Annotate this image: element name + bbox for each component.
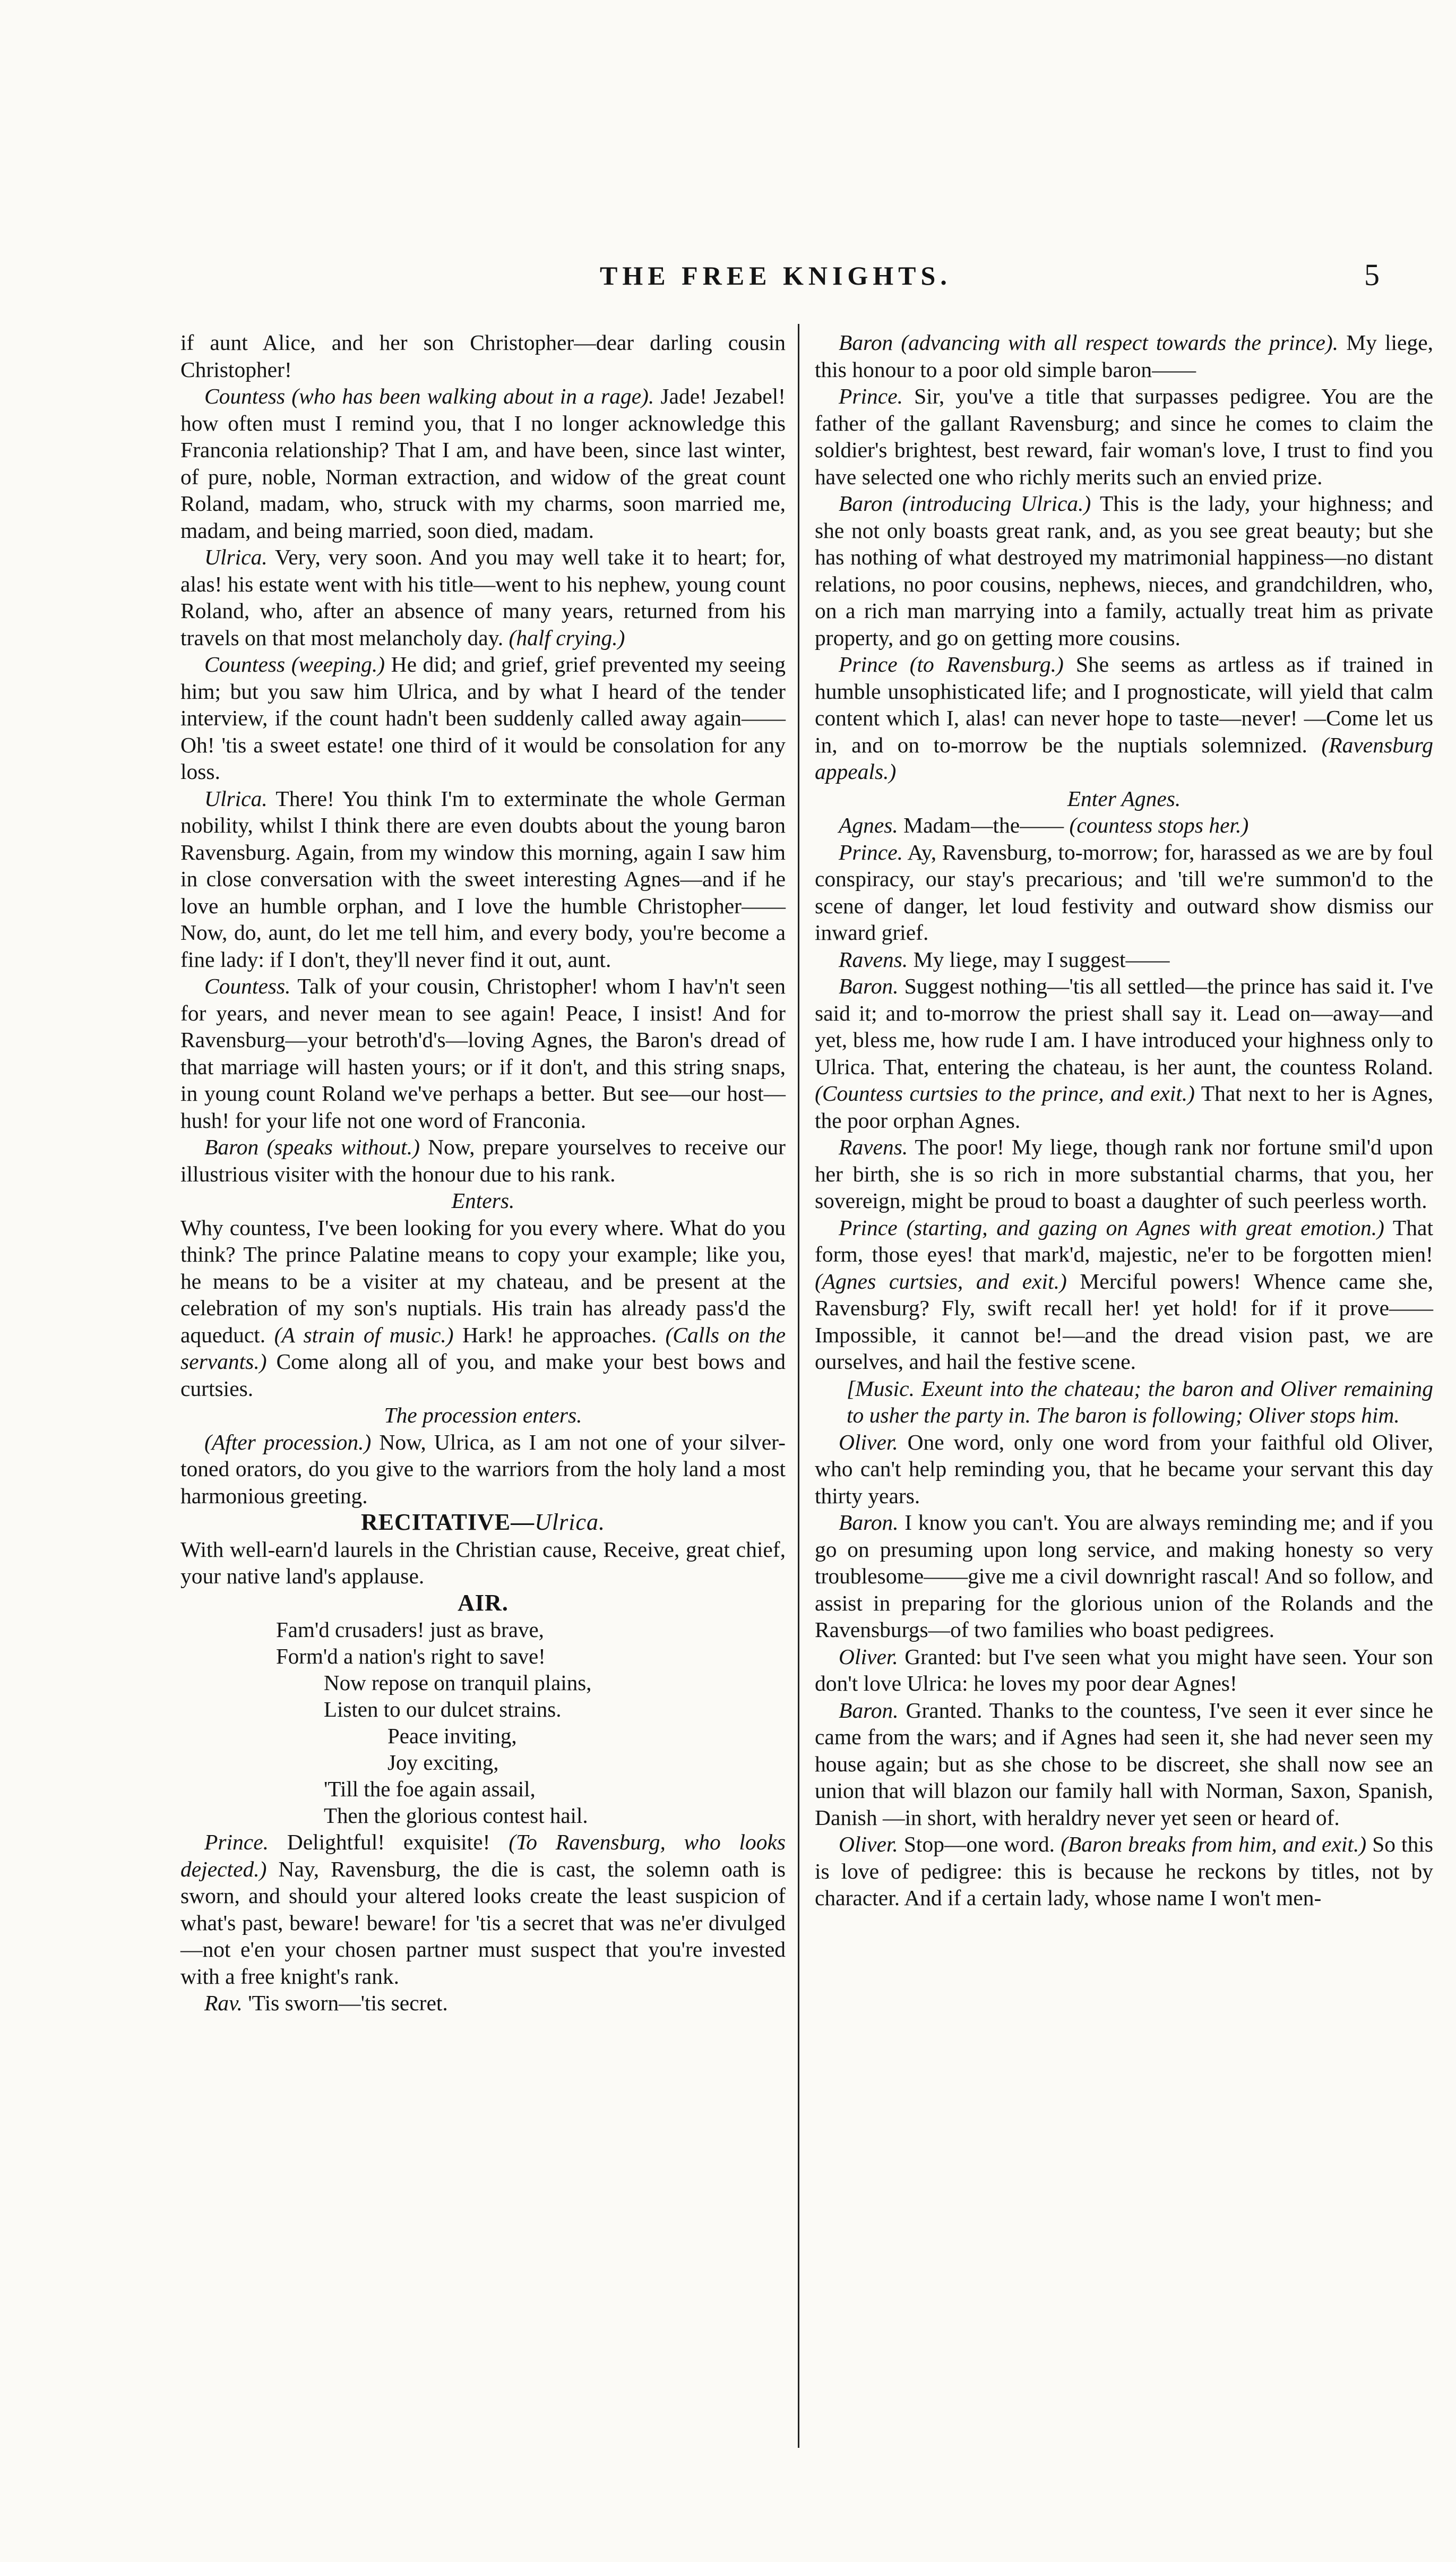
speaker-name: Baron: [839, 330, 893, 355]
running-title: THE FREE KNIGHTS.: [600, 261, 952, 290]
speech-text: Delightful! exquisite!: [287, 1830, 490, 1854]
speech: [180, 383, 786, 544]
speech-text: Stop—one word.: [903, 1832, 1055, 1856]
exit-direction: [815, 1375, 1433, 1429]
speech: [815, 946, 1433, 973]
speech: [815, 1831, 1433, 1912]
stage-direction: (who has been walking about in a rage).: [291, 384, 654, 408]
stage-direction-text: Enters.: [451, 1188, 515, 1213]
speech-text: Granted: but I've seen what you might have seen. Your son don't love Ulrica: he loves my poor dear Agnes!: [815, 1644, 1434, 1695]
verse-line: 'Till the foe again assail,: [324, 1777, 536, 1801]
stage-direction: [815, 785, 1433, 812]
paragraph: [180, 1214, 786, 1402]
speaker-name: Countess: [204, 384, 286, 408]
speaker-name: Oliver.: [839, 1644, 898, 1669]
heading-speaker: Ulrica.: [535, 1509, 606, 1535]
speech: [180, 1429, 786, 1510]
speech-text: He did; and grief, grief prevented my seeing him; but you saw him Ulrica, and by what I heard of the tender interview, if the count hadn't been suddenly called away again——Oh! 'tis a sweet estate! one third of it would be consolation for any loss.: [180, 652, 786, 784]
speech: [815, 973, 1433, 1134]
stage-direction: [180, 1187, 786, 1214]
speaker-name: Baron: [839, 491, 893, 516]
stage-direction: (introducing Ulrica.): [902, 491, 1091, 516]
speech: [815, 1134, 1433, 1214]
verse-block: [180, 1616, 786, 1829]
heading-text: AIR.: [458, 1589, 509, 1616]
stage-direction: (Countess curtsies to the prince, and exit.): [815, 1081, 1195, 1106]
stage-direction: (Ravensburg appeals.): [815, 732, 1433, 784]
speech-text: Very, very soon. And you may well take it to heart; for, alas! his estate went with his title—went to his nephew, young count Roland, who, after an absence of many years, returned from his travels on that most melancholy day.: [180, 545, 786, 650]
speech: [180, 651, 786, 785]
speech-text: Ay, Ravensburg, to-morrow; for, harassed as we are by foul conspiracy, our stay's precarious; and 'till we're summon'd to the scene of danger, let loud festivity and outward show dismiss our inward grief.: [815, 839, 1433, 945]
speech-text: Sir, you've a title that surpasses pedigree. You are the father of the gallant Ravensburg; and since he comes to claim the soldier's brightest, best reward, fair woman's love, I trust to find you have selected one who richly merits such an envied prize.: [815, 384, 1434, 489]
speech-text: Suggest nothing—'tis all settled—the prince has said it. I've said it; and to-morrow the priest shall say it. Lead on—away—and yet, bless me, how rude I am. I have introduced your highness only to Ulrica. That, entering the chateau, is her aunt, the countess Roland.: [815, 974, 1434, 1079]
speaker-name: Prince.: [839, 839, 903, 864]
verse-line: Joy exciting,: [387, 1750, 499, 1775]
stage-direction: [180, 1402, 786, 1429]
right-column: [815, 329, 1433, 1912]
speaker-name: Prince.: [204, 1830, 269, 1854]
stage-direction: (Baron breaks from him, and exit.): [1061, 1832, 1367, 1856]
stage-direction: (starting, and gazing on Agnes with great emotion.): [906, 1215, 1384, 1240]
speech: [815, 812, 1433, 839]
heading-text: RECITATIVE—: [360, 1509, 535, 1535]
speech-text: She seems as artless as if trained in humble unsophisticated life; and I prognosticate, will yield that calm content which I, alas! can never hope to taste—never! —Come let us in, and on to-morrow be the nuptials solemnized.: [815, 652, 1434, 757]
speech-text: Talk of your cousin, Christopher! whom I hav'n't seen for years, and never mean to see again! Peace, I insist! And for Ravensburg—your betroth'd's—loving Agnes, the Baron's dread of that marriage will hasten yours; or if it don't, and this string snaps, in young count Roland we've perhaps a better. But see—our host—hush! for your life not one word of Franconia.: [180, 974, 786, 1133]
speaker-name: Baron.: [839, 974, 899, 998]
speech-text: There! You think I'm to exterminate the whole German nobility, whilst I think there are even doubts about the young baron Ravensburg. Again, from my window this morning, again I saw him in close conversation with the sweet interesting Agnes—and if he love an humble orphan, and I love the humble Christopher——Now, do, aunt, do let me tell him, and every body, you're become a fine lady: if I don't, they'll never find it out, aunt.: [180, 786, 786, 972]
verse-line: Then the glorious contest hail.: [324, 1803, 588, 1828]
verse-line: Form'd a nation's right to save!: [276, 1644, 546, 1668]
verse-line: Fam'd crusaders! just as brave,: [276, 1617, 544, 1642]
speech: [815, 1697, 1433, 1831]
paragraph: [180, 1536, 786, 1590]
speech-text: Jade! Jezabel! how often must I remind you, that I no longer acknowledge this Franconia relationship? That I am, and have been, since last winter, of pure, noble, Norman extraction, and widow of the great count Roland, madam, who, struck with my charms, soon married me, madam, and being married, soon died, madam.: [180, 384, 786, 543]
speaker-name: Countess: [204, 652, 286, 676]
speech-text: Now, prepare yourselves to receive our illustrious visiter with the honour due to his rank.: [180, 1135, 786, 1186]
stage-direction: (countess stops her.): [1069, 813, 1249, 837]
speech: [180, 1990, 786, 2017]
speech-text: Now, Ulrica, as I am not one of your silver-toned orators, do you give to the warriors from the holy land a most harmonious greeting.: [180, 1429, 786, 1508]
speech-text: I know you can't. You are always reminding me; and if you go on presuming upon long service, and making honesty so very troublesome——give me a civil downright rascal! And so follow, and assist in preparing for the glorious union of the Rolands and the Ravensburgs—of two families who boast pedigrees.: [815, 1510, 1434, 1642]
speech-text: My liege, this honour to a poor old simple baron——: [815, 330, 1433, 382]
speaker-name: Ulrica.: [204, 545, 268, 569]
page-number: 5: [1364, 258, 1380, 292]
verse-line: Peace inviting,: [387, 1724, 517, 1748]
stage-direction: (half crying.): [509, 625, 625, 650]
stage-direction: (After procession.): [204, 1429, 372, 1454]
exit-direction-text: [Music. Exeunt into the chateau; the baron and Oliver remaining to usher the party in. The baron is following; Oliver stops him.: [847, 1376, 1433, 1427]
stage-direction-text: The procession enters.: [384, 1403, 582, 1427]
speaker-name: Ravens.: [839, 1135, 908, 1159]
speech-text: My liege, may I suggest——: [913, 947, 1170, 972]
speech-text: Merciful powers! Whence came she, Ravensburg? Fly, swift recall her! yet hold! for if it prove——Impossible, it cannot be!—and the dread vision past, we are ourselves, and hail the festive scene.: [815, 1269, 1434, 1374]
speaker-name: Oliver.: [839, 1429, 898, 1454]
stage-direction: (to Ravensburg.): [909, 652, 1064, 676]
speaker-name: Prince.: [839, 384, 903, 408]
speech-text: This is the lady, your highness; and she not only boasts great rank, and, as you see great beauty; but she has nothing of what destroyed my matrimonial happiness—no distant relations, no poor cousins, nephews, nieces, and grandchildren, who, on a rich man marrying into a family, actually treat him as private property, and go on getting more cousins.: [815, 491, 1434, 650]
speech: [815, 839, 1433, 946]
speaker-name: Agnes.: [839, 813, 898, 837]
speech: [180, 1829, 786, 1990]
speech-text: Granted. Thanks to the countess, I've seen it ever since he came from the wars; and if Agnes had seen it, she had never seen my house again; but as she chose to be discreet, she shall now see an union that will blazon our family hall with Norman, Saxon, Spanish, Danish —in short, with heraldry never yet seen or heard of.: [815, 1698, 1434, 1830]
stage-direction: (To Ravensburg, who looks dejected.): [180, 1830, 786, 1881]
speech: [815, 329, 1433, 383]
speech-text: That next to her is Agnes, the poor orphan Agnes.: [815, 1081, 1433, 1133]
stage-direction: (weeping.): [291, 652, 385, 676]
column-divider: [798, 324, 799, 2448]
speech: [180, 785, 786, 973]
speech-text: Come along all of you, and make your best bows and curtsies.: [180, 1349, 786, 1401]
speaker-name: Ulrica.: [204, 786, 268, 811]
speech: [815, 1214, 1433, 1375]
stage-direction: (Agnes curtsies, and exit.): [815, 1269, 1067, 1293]
speech: [815, 1509, 1433, 1643]
left-column: [180, 329, 786, 2017]
speech-text: Nay, Ravensburg, the die is cast, the solemn oath is sworn, and should your altered looks create the least suspicion of what's past, beware! beware! for 'tis a secret that was ne'er divulged—not e'en your chosen partner must suspect that you're invested with a free knight's rank.: [180, 1856, 786, 1989]
speech-text: So this is love of pedigree: this is because he reckons by titles, not by character. And if a certain lady, whose name I won't men-: [815, 1832, 1434, 1910]
verse-line: Now repose on tranquil plains,: [324, 1670, 592, 1695]
speech: [815, 490, 1433, 651]
paragraph: [180, 329, 786, 383]
page-header: [0, 260, 1456, 303]
speech-text: The poor! My liege, though rank nor fortune smil'd upon her birth, she is so rich in more substantial charms, that you, her sovereign, might be proud to boast a daughter of such peerless worth.: [815, 1135, 1433, 1213]
speech-text: if aunt Alice, and her son Christopher—dear darling cousin Christopher!: [180, 330, 786, 382]
speech: [815, 383, 1433, 490]
stage-direction-text: Enter Agnes.: [1067, 786, 1181, 811]
speech: [815, 1643, 1433, 1697]
speech: [180, 973, 786, 1134]
speech-text: Madam—the——: [903, 813, 1064, 837]
speech-text: One word, only one word from your faithful old Oliver, who can't help reminding you, that he became your servant this day thirty years.: [815, 1429, 1433, 1508]
speech: [815, 651, 1433, 785]
speech-text: Why countess, I've been looking for you every where. What do you think? The prince Palatine means to copy your example; like you, he means to be a visiter at my chateau, and be present at the celebration of my son's nuptials. His train has already pass'd the aqueduct.: [180, 1215, 786, 1347]
speech: [180, 1134, 786, 1187]
speaker-name: Baron.: [839, 1510, 899, 1535]
speech-text: Hark! he approaches.: [462, 1322, 657, 1347]
speech-text: 'Tis sworn—'tis secret.: [248, 1991, 448, 2015]
speaker-name: Countess.: [204, 974, 291, 998]
speech-text: That form, those eyes! that mark'd, majestic, ne'er to be forgotten mien!: [815, 1215, 1433, 1266]
section-heading: [180, 1509, 786, 1536]
stage-direction: (Calls on the servants.): [180, 1322, 786, 1374]
speaker-name: Baron: [204, 1135, 259, 1159]
stage-direction: (A strain of music.): [274, 1322, 454, 1347]
speaker-name: Rav.: [204, 1991, 243, 2015]
speech-text: With well-earn'd laurels in the Christian cause, Receive, great chief, your native land's applause.: [180, 1537, 786, 1588]
speech: [815, 1429, 1433, 1510]
speaker-name: Oliver.: [839, 1832, 898, 1856]
section-heading: [180, 1590, 786, 1617]
speaker-name: Prince: [839, 1215, 898, 1240]
speech: [180, 544, 786, 651]
stage-direction: (speaks without.): [266, 1135, 420, 1159]
speaker-name: Prince: [839, 652, 898, 676]
verse-line: Listen to our dulcet strains.: [324, 1697, 562, 1721]
stage-direction: (advancing with all respect towards the prince).: [901, 330, 1339, 355]
speaker-name: Ravens.: [839, 947, 908, 972]
speaker-name: Baron.: [839, 1698, 899, 1723]
